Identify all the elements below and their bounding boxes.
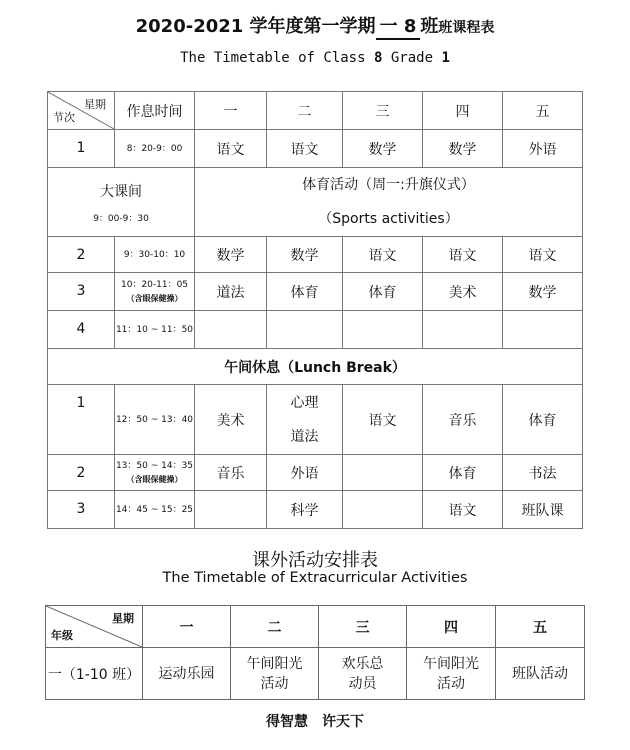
activity-part: 活动: [260, 675, 289, 692]
subject-cell: 数学: [195, 237, 267, 273]
corner-cell: [48, 92, 115, 130]
time-cell: [115, 130, 195, 168]
day-header: 一: [195, 92, 267, 130]
subject-cell: [343, 311, 423, 349]
timetable-row: [48, 130, 583, 168]
day-header: 二: [267, 92, 343, 130]
time-cell: [115, 385, 195, 455]
subject-cell: 数学: [267, 237, 343, 273]
activity-cell: [407, 648, 496, 700]
lunch-break-cell: 午间休息（Lunch Break）: [48, 349, 583, 385]
time-range: 14：45 ~ 15：25: [115, 504, 194, 515]
class-timetable: [47, 91, 583, 529]
subject-cell: 外语: [267, 455, 343, 491]
subject-cell: 数学: [503, 273, 583, 311]
page-title: [0, 12, 630, 40]
subject-cell: 音乐: [195, 455, 267, 491]
activities-corner-grade: 年级: [51, 629, 73, 642]
title-class: 班: [420, 16, 439, 37]
subject-cell: 体育: [423, 455, 503, 491]
activities-subtitle: The Timetable of Extracurricular Activities: [162, 570, 468, 586]
activity-part: 运动乐园: [158, 665, 215, 682]
subject-cell: [195, 491, 267, 529]
period-cell: 3: [48, 273, 115, 311]
subject-cell: [195, 311, 267, 349]
subject-cell: [503, 311, 583, 349]
subject-cell: 书法: [503, 455, 583, 491]
page-subtitle: [0, 50, 630, 66]
activities-row: [46, 648, 585, 700]
activities-corner-day: 星期: [112, 612, 134, 625]
subject-part: 道法: [290, 428, 319, 445]
period-cell: 2: [48, 237, 115, 273]
subject-cell: 数学: [343, 130, 423, 168]
subject-cell: 音乐: [423, 385, 503, 455]
day-header: 五: [503, 92, 583, 130]
activities-day-header: 三: [319, 606, 407, 648]
time-range: 12：50 ~ 13：40: [115, 414, 194, 425]
subtitle-prefix: The Timetable of Class: [180, 50, 374, 66]
subject-cell: 语文: [423, 491, 503, 529]
subject-part: 心理: [290, 394, 319, 411]
time-note: （含眼保健操）: [126, 474, 183, 484]
time-range: 11：10 ~ 11：50: [115, 324, 194, 335]
activities-grade-cell: 一（1-10 班）: [46, 648, 143, 700]
activities-table: [45, 605, 585, 700]
time-range: 9：30-10：10: [123, 249, 186, 260]
activities-corner-cell: [46, 606, 143, 648]
activity-cell: [231, 648, 319, 700]
timetable-header-row: [48, 92, 583, 130]
day-header: 四: [423, 92, 503, 130]
subject-cell: 语文: [423, 237, 503, 273]
big-break-cell: [48, 168, 195, 237]
activity-cn: 体育活动（周一:升旗仪式）: [302, 177, 475, 193]
time-range: 8：20-9：00: [126, 143, 183, 154]
time-cell: [115, 311, 195, 349]
subtitle-grade-no: 1: [441, 50, 450, 66]
activity-cell: [319, 648, 407, 700]
subject-cell: 体育: [343, 273, 423, 311]
activities-day-header: 四: [407, 606, 496, 648]
time-cell: [115, 273, 195, 311]
big-break-activity: [195, 168, 583, 237]
corner-period-label: 节次: [53, 111, 75, 124]
time-note: （含眼保健操）: [126, 293, 183, 303]
subject-cell: [267, 385, 343, 455]
timetable-row: [48, 491, 583, 529]
timetable-row: [48, 237, 583, 273]
timetable-row: [48, 455, 583, 491]
activity-part: 欢乐总: [341, 655, 384, 672]
time-cell: [115, 455, 195, 491]
period-cell: 2: [48, 455, 115, 491]
time-header: 作息时间: [115, 92, 195, 130]
time-cell: [115, 491, 195, 529]
subject-cell: [343, 491, 423, 529]
timetable-row: [48, 385, 583, 455]
activity-part: 午间阳光: [246, 655, 303, 672]
activity-part: 午间阳光: [423, 655, 479, 672]
subject-cell: 语文: [343, 385, 423, 455]
period-cell: 3: [48, 491, 115, 529]
time-range: 13：50 ~ 14：35: [115, 460, 194, 471]
subject-cell: 班队课: [503, 491, 583, 529]
subject-cell: [267, 311, 343, 349]
activities-header-row: [46, 606, 585, 648]
subtitle-class-no: 8: [373, 50, 383, 66]
activities-day-header: 二: [231, 606, 319, 648]
subject-cell: [423, 311, 503, 349]
subject-cell: 外语: [503, 130, 583, 168]
subject-cell: 体育: [267, 273, 343, 311]
timetable-row: [48, 311, 583, 349]
title-grade: 一 8: [376, 12, 421, 40]
activity-part: 班队活动: [512, 665, 568, 682]
subject-cell: 体育: [503, 385, 583, 455]
subject-cell: 语文: [195, 130, 267, 168]
subtitle-mid: Grade: [382, 50, 442, 66]
activity-en: （Sports activities）: [318, 211, 459, 227]
subject-cell: 科学: [267, 491, 343, 529]
subject-cell: 美术: [195, 385, 267, 455]
subject-cell: 语文: [503, 237, 583, 273]
activity-part: 动员: [348, 675, 377, 692]
time-range: 10：20-11：05: [120, 279, 189, 290]
day-header: 三: [343, 92, 423, 130]
period-cell: 1: [48, 385, 115, 455]
title-suffix: 班课程表: [438, 20, 495, 36]
corner-day-label: 星期: [84, 98, 106, 111]
subject-cell: 语文: [343, 237, 423, 273]
subject-cell: [343, 455, 423, 491]
lunch-row: [48, 349, 583, 385]
subject-cell: 数学: [423, 130, 503, 168]
activities-title: 课外活动安排表: [252, 550, 378, 571]
big-break-time: 9：00-9：30: [93, 213, 149, 224]
activities-day-header: 五: [496, 606, 585, 648]
subject-cell: 道法: [195, 273, 267, 311]
timetable-row: [48, 273, 583, 311]
period-cell: 1: [48, 130, 115, 168]
big-break-row: [48, 168, 583, 237]
period-cell: 4: [48, 311, 115, 349]
activities-day-header: 一: [143, 606, 231, 648]
subject-cell: 语文: [267, 130, 343, 168]
motto: 得智慧 许天下: [266, 714, 364, 730]
activity-cell: [496, 648, 585, 700]
title-prefix: 2020-2021 学年度第一学期: [135, 16, 376, 37]
big-break-name: 大课间: [100, 183, 142, 200]
subject-cell: 美术: [423, 273, 503, 311]
activity-cell: [143, 648, 231, 700]
time-cell: [115, 237, 195, 273]
activity-part: 活动: [437, 675, 465, 692]
